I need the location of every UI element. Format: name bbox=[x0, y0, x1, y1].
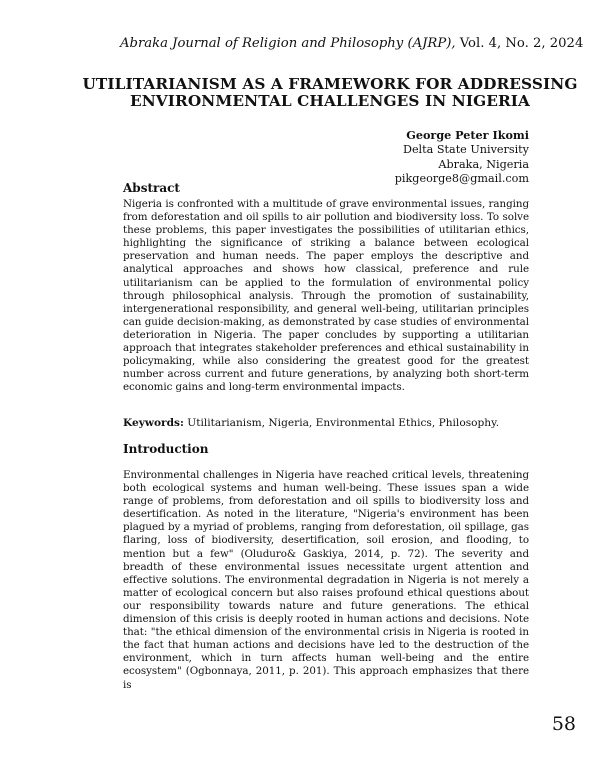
journal-name: Abraka Journal of Religion and Philosophy (AJRP), bbox=[120, 36, 456, 51]
page-number: 58 bbox=[551, 713, 576, 735]
keywords-line bbox=[123, 417, 543, 430]
running-head bbox=[120, 36, 584, 52]
article-title: UTILITARIANISM AS A FRAMEWORK FOR ADDRESSING ENVIRONMENTAL CHALLENGES IN NIGERIA bbox=[82, 75, 578, 110]
journal-issue: Vol. 4, No. 2, 2024 bbox=[459, 36, 584, 51]
introduction-text: Environmental challenges in Nigeria have reached critical levels, threatening both ecological systems and human well-being. These issues span a wide range of problems, from deforestation and oil spills to biodiversity loss and desertification. As noted in the literature, "Nigeria's environment has been plagued by a myriad of problems, ranging from deforestation, oil spillage, gas flaring, loss of biodiversity, desertification, soil erosion, and flooding, to mention but a few" (Oluduro& Gaskiya, 2014, p. 72). The severity and breadth of these environmental issues necessitate urgent attention and effective solutions. The environmental degradation in Nigeria is not merely a matter of ecological concern but also raises profound ethical questions about our responsibility towards nature and future generations. The ethical dimension of this crisis is deeply rooted in human actions and decisions. Note that: "the ethical dimension of the environmental crisis in Nigeria is rooted in the fact that human actions and decisions have led to the destruction of the environment, which in turn affects human well-being and the entire ecosystem" (Ogbonnaya, 2011, p. 201). This approach emphasizes that there is bbox=[123, 469, 529, 691]
keywords-label: Keywords: bbox=[123, 417, 184, 429]
abstract-text: Nigeria is confronted with a multitude of grave environmental issues, ranging from deforestation and oil spills to air pollution and biodiversity loss. To solve these problems, this paper investigates the possibilities of utilitarian ethics, highlighting the significance of striking a balance between ecological preservation and human needs. The paper employs the descriptive and analytical approaches and shows how classical, preference and rule utilitarianism can be applied to the formulation of environmental policy through philosophical analysis. Through the promotion of sustainability, intergenerational responsibility, and general well-being, utilitarian principles can guide decision-making, as demonstrated by case studies of environmental deterioration in Nigeria. The paper concludes by supporting a utilitarian approach that integrates stakeholder preferences and ethical sustainability in policymaking, while also considering the greatest good for the greatest number across current and future generations, by analyzing both short-term economic gains and long-term environmental impacts. bbox=[123, 198, 529, 394]
author-affiliation: Delta State University bbox=[402, 142, 529, 156]
abstract-heading: Abstract bbox=[123, 181, 180, 195]
author-name: George Peter Ikomi bbox=[406, 128, 529, 142]
author-email: pikgeorge8@gmail.com bbox=[394, 172, 529, 186]
author-location: Abraka, Nigeria bbox=[438, 157, 529, 171]
author-block bbox=[395, 128, 529, 187]
keywords-text: Utilitarianism, Nigeria, Environmental Ethics, Philosophy. bbox=[187, 417, 500, 429]
introduction-heading: Introduction bbox=[123, 442, 209, 456]
